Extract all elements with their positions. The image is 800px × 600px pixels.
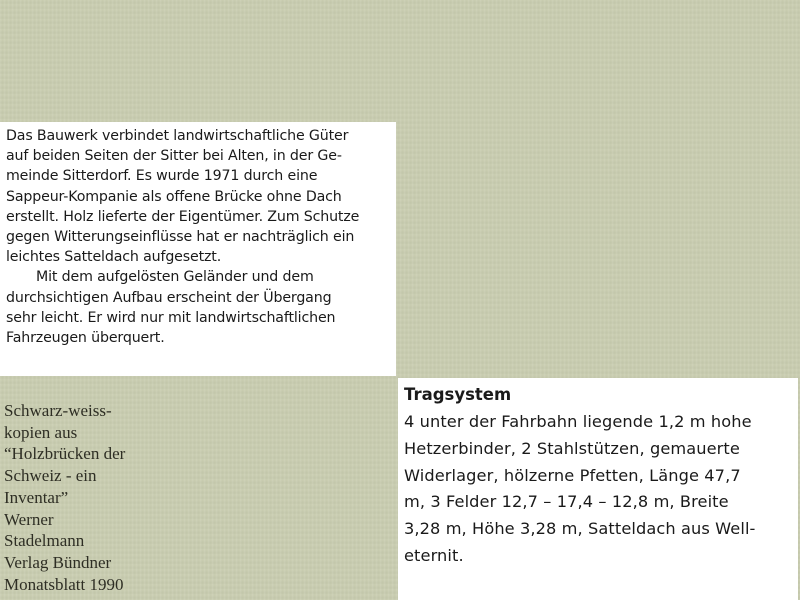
- tragsystem-panel: [398, 378, 798, 600]
- source-caption: Schwarz-weiss- kopien aus “Holzbrücken der Schweiz - ein Inventar” Werner Stadelmann Verlag Bündner Monatsblatt 1990: [4, 401, 126, 594]
- description-paragraph-2: Mit dem aufgelösten Geländer und dem durchsichtigen Aufbau erscheint der Übergang sehr leicht. Er wird nur mit landwirtschaftlichen Fahrzeugen überquert.: [6, 269, 336, 347]
- tragsystem-title: Tragsystem: [404, 385, 512, 404]
- tragsystem-text: 4 unter der Fahrbahn liegende 1,2 m hohe Hetzerbinder, 2 Stahlstützen, gemauerte Widerlager, hölzerne Pfetten, Länge 47,7 m, 3 Felder 12,7 – 17,4 – 12,8 m, Breite 3,28 m, Höhe 3,28 m, Satteldach aus Well- eternit.: [404, 412, 756, 565]
- description-panel: [0, 122, 396, 376]
- description-paragraph-1: Das Bauwerk verbindet landwirtschaftliche Güter auf beiden Seiten der Sitter bei Alten, in der Ge- meinde Sitterdorf. Es wurde 1971 durch eine Sappeur-Kompanie als offene Brücke ohne Dach erstellt. Holz lieferte der Eigentümer. Zum Schutze gegen Witterungseinflüsse hat er nachträglich ein leichtes Satteldach aufgesetzt.: [6, 128, 360, 266]
